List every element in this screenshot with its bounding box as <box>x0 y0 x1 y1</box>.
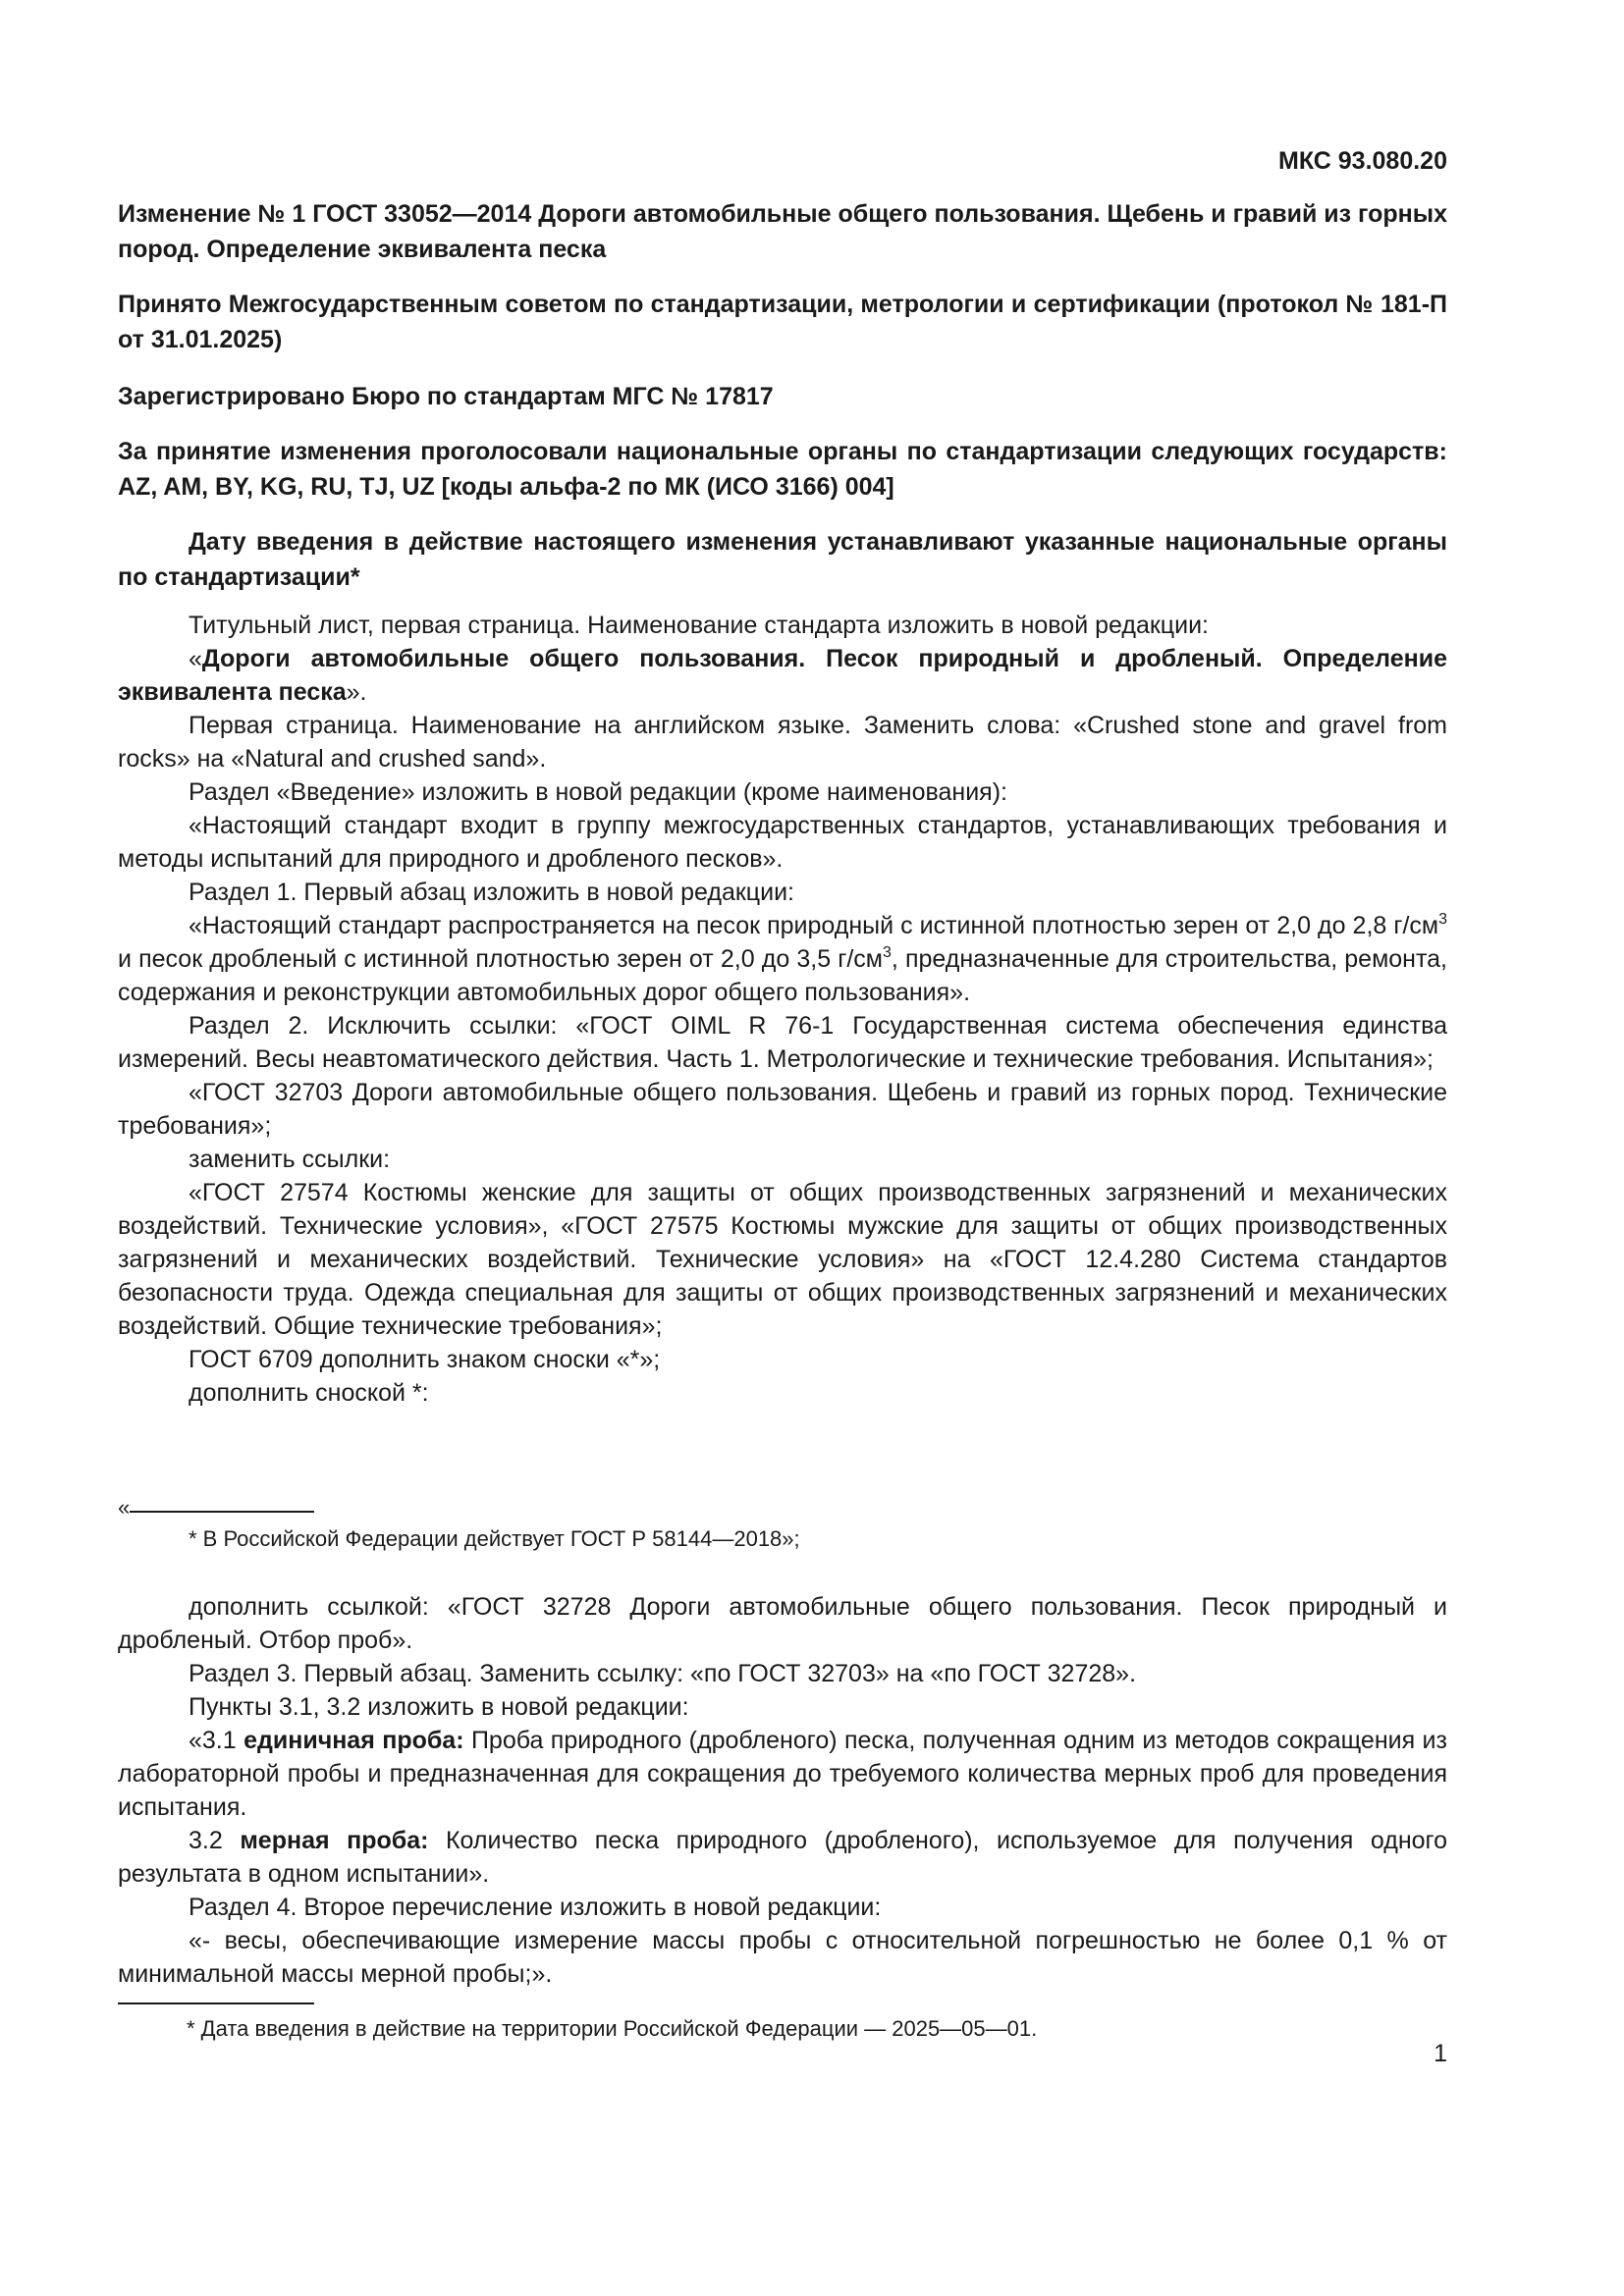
term-bold: мерная проба: <box>240 1827 429 1854</box>
registered-text: Зарегистрировано Бюро по стандартам МГС № 17817 <box>118 383 774 410</box>
paragraph: Титульный лист, первая страница. Наименование стандарта изложить в новой редакции: <box>189 612 1209 639</box>
voted-text: За принятие изменения проголосовали национальные органы по стандартизации следующих государств: AZ, AM, BY, KG, RU, TJ, UZ [коды альфа-2 по МК (ИСО 3166) 004] <box>118 438 1447 501</box>
paragraph: дополнить сноской *: <box>189 1379 429 1407</box>
header-block <box>118 196 1447 595</box>
paragraph: Раздел 4. Второе перечисление изложить в новой редакции: <box>189 1894 882 1921</box>
body-text-continued <box>118 1590 1447 1991</box>
paragraph: «Настоящий стандарт входит в группу межгосударственных стандартов, устанавливающих требования и методы испытаний для природного и дробленого песков». <box>118 812 1447 873</box>
paragraph: Раздел 1. Первый абзац изложить в новой редакции: <box>189 879 794 906</box>
superscript: 3 <box>1438 911 1447 928</box>
paragraph: ГОСТ 6709 дополнить знаком сноски «*»; <box>189 1346 661 1373</box>
mks-code: МКС 93.080.20 <box>1278 147 1447 175</box>
paragraph: Первая страница. Наименование на английском языке. Заменить слова: «Crushed stone and gravel from rocks» на «Natural and crushed sand». <box>118 712 1447 773</box>
superscript: 3 <box>882 944 892 961</box>
page-number: 1 <box>1434 2040 1447 2067</box>
date-note: Дату введения в действие настоящего изменения устанавливают указанные национальные органы по стандартизации* <box>118 528 1447 591</box>
new-title-bold: Дороги автомобильные общего пользования. Песок природный и дробленый. Определение эквивалента песка <box>118 645 1447 706</box>
paragraph-scope: «Настоящий стандарт распространяется на песок природный с истинной плотностью зерен от 2,0 до 2,8 $г/см^3$ и песок дробленый с истинной плотностью зерен от 2,0 до 3,5 $г/см^3$, предназначенные для строительства, ремонта, содержания и реконструкции автомобильных дорог общего пользования». <box>118 911 1447 1006</box>
paragraph: «ГОСТ 27574 Костюмы женские для защиты от общих производственных загрязнений и механических воздействий. Технические условия», «ГОСТ 27575 Костюмы мужские для защиты от общих производственных загрязнений и механических воздействий. Технические условия» на «ГОСТ 12.4.280 Система стандартов безопасности труда. Одежда специальная для защиты от общих производственных загрязнений и механических воздействий. Общие технические требования»; <box>118 1179 1447 1340</box>
inner-footnote-quote: « <box>118 1495 131 1520</box>
paragraph: Пункты 3.1, 3.2 изложить в новой редакции: <box>189 1693 689 1721</box>
inner-footnote-rule <box>130 1511 314 1513</box>
paragraph: дополнить ссылкой: «ГОСТ 32728 Дороги автомобильные общего пользования. Песок природный и дробленый. Отбор проб». <box>118 1593 1447 1654</box>
inner-footnote: * В Российской Федерации действует ГОСТ Р 58144—2018»; <box>189 1526 800 1551</box>
paragraph-new-title: «Дороги автомобильные общего пользования. Песок природный и дробленый. Определение эквивалента песка». <box>118 645 1447 706</box>
paragraph: Раздел 3. Первый абзац. Заменить ссылку: «по ГОСТ 32703» на «по ГОСТ 32728». <box>189 1660 1137 1687</box>
paragraph-term-3-2: 3.2 мерная проба: Количество песка природного (дробленого), используемое для получения одного результата в одном испытании». <box>118 1827 1447 1888</box>
body-text <box>118 609 1447 1410</box>
paragraph: Раздел «Введение» изложить в новой редакции (кроме наименования): <box>189 778 1007 806</box>
change-title: Изменение № 1 ГОСТ 33052—2014 Дороги автомобильные общего пользования. Щебень и гравий из горных пород. Определение эквивалента песка <box>118 200 1447 263</box>
paragraph: заменить ссылки: <box>189 1146 391 1173</box>
term-bold: единичная проба: <box>244 1727 464 1754</box>
paragraph: «ГОСТ 32703 Дороги автомобильные общего пользования. Щебень и гравий из горных пород. Технические требования»; <box>118 1079 1447 1140</box>
adopted-text: Принято Межгосударственным советом по стандартизации, метрологии и сертификации (протокол № 181-П от 31.01.2025) <box>118 291 1447 353</box>
paragraph-term-3-1: «3.1 единичная проба: Проба природного (дробленого) песка, полученная одним из методов сокращения из лабораторной пробы и предназначенная для сокращения до требуемого количества мерных проб для проведения испытания. <box>118 1727 1447 1821</box>
paragraph: «- весы, обеспечивающие измерение массы пробы с относительной погрешностью не более 0,1 % от минимальной массы мерной пробы;». <box>118 1927 1447 1988</box>
footnote-rule <box>118 2002 314 2004</box>
page-footnote: * Дата введения в действие на территории Российской Федерации — 2025—05—01. <box>187 2016 1038 2041</box>
paragraph: Раздел 2. Исключить ссылки: «ГОСТ OIML R 76-1 Государственная система обеспечения единства измерений. Весы неавтоматического действия. Часть 1. Метрологические и технические требования. Испытания»; <box>118 1012 1447 1073</box>
